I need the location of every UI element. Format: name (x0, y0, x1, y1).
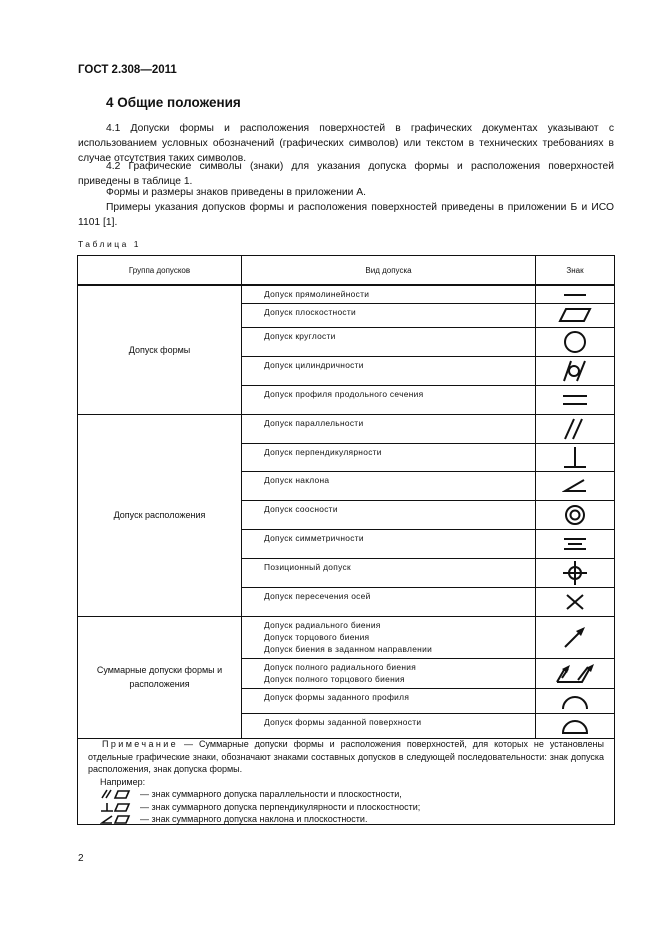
tolerance-type-cell: Допуск круглости (242, 327, 536, 356)
circularity-icon (562, 336, 588, 346)
tolerance-type-line: Допуск торцового биения (264, 631, 370, 642)
sign-cell (536, 356, 615, 385)
parallelism-icon (562, 423, 588, 433)
tolerance-type-line: Допуск биения в заданном направлении (264, 643, 433, 654)
tolerance-type-cell: Допуск плоскостности (242, 303, 536, 327)
note-example (88, 801, 604, 814)
table-header-row (78, 256, 615, 286)
symmetry-icon (561, 538, 589, 548)
longitudinal-profile-icon (560, 394, 590, 404)
flatness-icon (557, 309, 593, 319)
perpendicularity-icon (562, 451, 588, 461)
profile-line-icon (560, 695, 590, 705)
table-note (77, 735, 615, 825)
paragraph-forms: Формы и размеры знаков приведены в приложении А. (106, 187, 367, 198)
sign-cell (536, 500, 615, 529)
tolerance-type-line: Допуск полного радиального биения (264, 661, 417, 672)
table-row (78, 616, 615, 658)
profile-surface-icon (560, 720, 590, 730)
note-example (88, 788, 604, 801)
note-text: — Суммарные допуски формы и расположения поверхностей, для которых не установлены отдельные графические знаки, обозначают знаками составных допусков в следующей последовательности: знак допуска расположения, знак допуска формы. (88, 739, 604, 774)
paragraph-4-1: 4.1 Допуски формы и расположения поверхностей в графических документах указывают с использованием условных обозначений (графических символов) или текстом в технических требованиях в случае отсутствия таких символов. (78, 123, 614, 164)
note-example (88, 813, 604, 826)
tolerance-type-cell: Допуск прямолинейности (242, 285, 536, 303)
sign-cell (536, 471, 615, 500)
runout-icon (562, 631, 588, 641)
sign-cell (536, 414, 615, 443)
header-group: Группа допусков (78, 256, 242, 286)
position-icon (561, 567, 589, 577)
tolerance-type-cell: Позиционный допуск (242, 558, 536, 587)
angularity-flatness-icon (100, 814, 134, 824)
tolerance-type-cell: Допуск соосности (242, 500, 536, 529)
sign-cell (536, 529, 615, 558)
sign-cell (536, 385, 615, 414)
tolerance-table (77, 255, 615, 739)
tolerance-type-cell: Допуск параллельности (242, 414, 536, 443)
perpendicularity-flatness-icon (100, 802, 134, 812)
header-sign: Знак (536, 256, 615, 286)
sign-cell (536, 688, 615, 713)
cylindricity-icon (561, 365, 589, 375)
tolerance-type-line: Допуск полного торцового биения (264, 673, 405, 684)
tolerance-type-cell: Допуск формы заданного профиля (242, 688, 536, 713)
tolerance-type-cell: Допуск наклона (242, 471, 536, 500)
group-cell: Суммарные допуски формы и расположения (78, 616, 242, 738)
table-row (78, 414, 615, 443)
axis-intersection-icon (564, 596, 586, 606)
paragraph-4-2: 4.2 Графические символы (знаки) для указания допуска формы и расположения поверхностей приведены в таблице 1. (78, 161, 614, 187)
sign-cell (536, 303, 615, 327)
document-header: ГОСТ 2.308—2011 (78, 64, 177, 76)
sign-cell (536, 587, 615, 616)
tolerance-type-cell (242, 658, 536, 688)
section-title: 4 Общие положения (106, 95, 241, 110)
tolerance-type-cell (242, 616, 536, 658)
note-example-text: — знак суммарного допуска наклона и плоскостности. (140, 814, 368, 824)
sign-cell (536, 443, 615, 471)
note-example-text: — знак суммарного допуска перпендикулярности и плоскостности; (140, 801, 421, 812)
tolerance-type-cell: Допуск перпендикулярности (242, 443, 536, 471)
page-number: 2 (78, 853, 84, 864)
sign-cell (536, 285, 615, 303)
paragraph-examples: Примеры указания допусков формы и расположения поверхностей приведены в приложении Б и ИСО 1101 [1]. (78, 202, 614, 228)
parallelism-flatness-icon (100, 789, 134, 799)
angularity-icon (562, 480, 588, 490)
tolerance-type-cell: Допуск цилиндричности (242, 356, 536, 385)
group-cell: Допуск формы (78, 285, 242, 414)
tolerance-type-cell: Допуск профиля продольного сечения (242, 385, 536, 414)
tolerance-type-cell: Допуск формы заданной поверхности (242, 713, 536, 738)
straightness-icon (560, 289, 590, 299)
note-example-text: — знак суммарного допуска параллельности и плоскостности, (140, 789, 402, 799)
tolerance-type-cell: Допуск пересечения осей (242, 587, 536, 616)
sign-cell (536, 658, 615, 688)
header-type: Вид допуска (242, 256, 536, 286)
group-cell: Допуск расположения (78, 414, 242, 616)
tolerance-type-cell: Допуск симметричности (242, 529, 536, 558)
coaxiality-icon (563, 509, 587, 519)
tolerance-type-line: Допуск радиального биения (264, 619, 381, 630)
note-lead: Примечание (102, 739, 179, 749)
total-runout-icon (554, 667, 596, 677)
table-caption: Таблица 1 (78, 239, 141, 249)
note-example-label: Например: (100, 776, 146, 787)
sign-cell (536, 616, 615, 658)
table-row (78, 285, 615, 303)
sign-cell (536, 327, 615, 356)
sign-cell (536, 558, 615, 587)
